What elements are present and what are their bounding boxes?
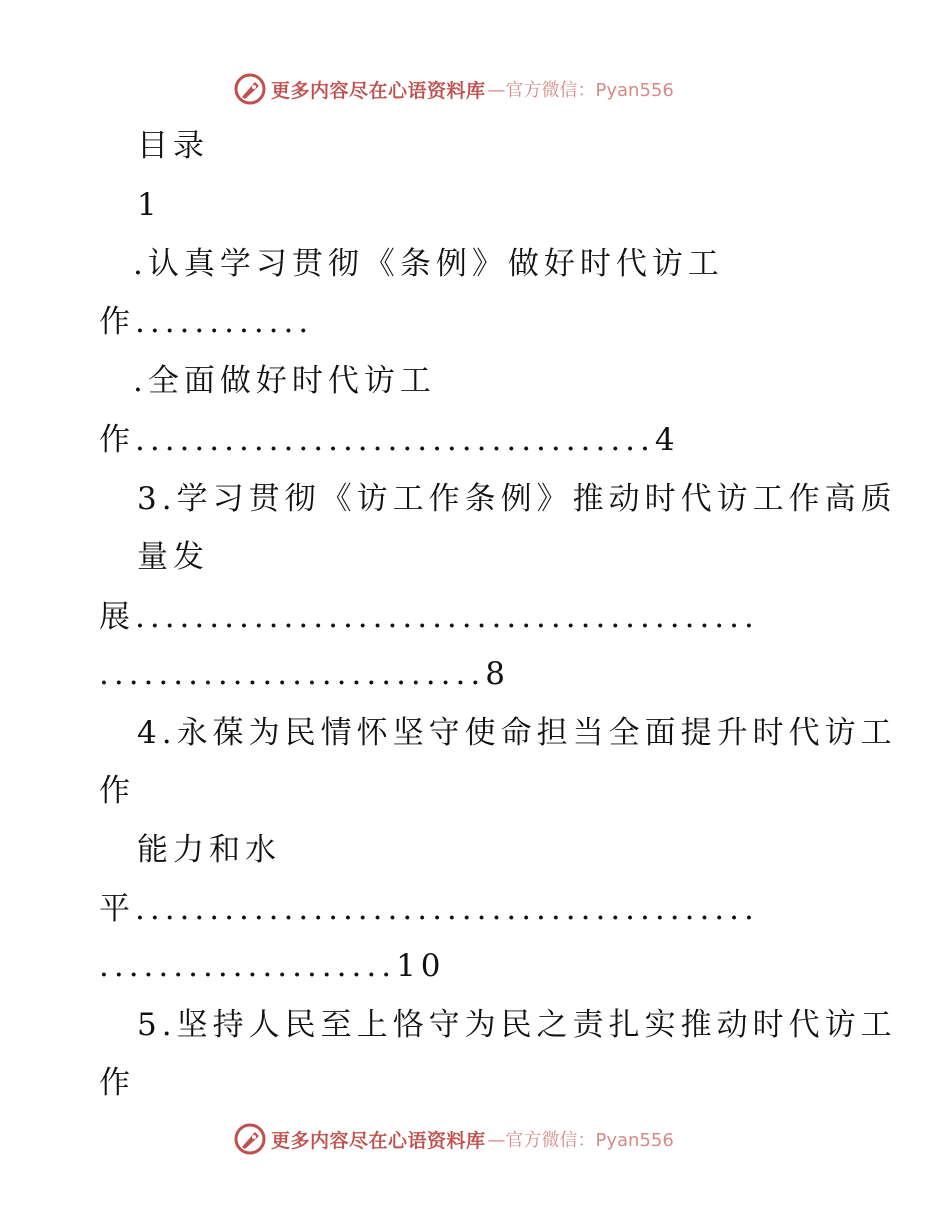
toc-line: 能力和水 (137, 832, 281, 868)
header-banner (233, 72, 674, 106)
toc-line: 3.学习贯彻《访工作条例》推动时代访工作高质 (137, 481, 897, 517)
toc-line: 作............ (99, 304, 314, 340)
banner-wechat: —官方微信：Pyan556 (487, 80, 674, 101)
toc-line: .认真学习贯彻《条例》做好时代访工 (133, 246, 724, 282)
toc-line: 作 (99, 773, 135, 809)
toc-line: 作...................................4 (99, 422, 680, 458)
toc-heading: 目录 (137, 128, 209, 164)
toc-line: ....................10 (99, 948, 446, 984)
banner-title: 更多内容尽在心语资料库 (271, 79, 486, 102)
pen-nib-logo-icon (233, 72, 267, 106)
toc-line: .全面做好时代访工 (133, 363, 436, 399)
toc-line: 5.坚持人民至上恪守为民之责扎实推动时代访工 (137, 1007, 897, 1043)
footer-banner (233, 1122, 674, 1156)
toc-line: 展.......................................... (99, 599, 759, 635)
toc-line: ..........................8 (99, 656, 510, 692)
toc-line: 量发 (137, 539, 209, 575)
banner-wechat: —官方微信：Pyan556 (487, 1130, 674, 1151)
toc-line: 4.永葆为民情怀坚守使命担当全面提升时代访工 (137, 715, 897, 751)
pen-nib-logo-icon (233, 1122, 267, 1156)
toc-line: 作 (99, 1065, 135, 1101)
toc-line: 平.......................................... (99, 891, 759, 927)
banner-title: 更多内容尽在心语资料库 (271, 1129, 486, 1152)
toc-line: 1 (137, 187, 162, 223)
